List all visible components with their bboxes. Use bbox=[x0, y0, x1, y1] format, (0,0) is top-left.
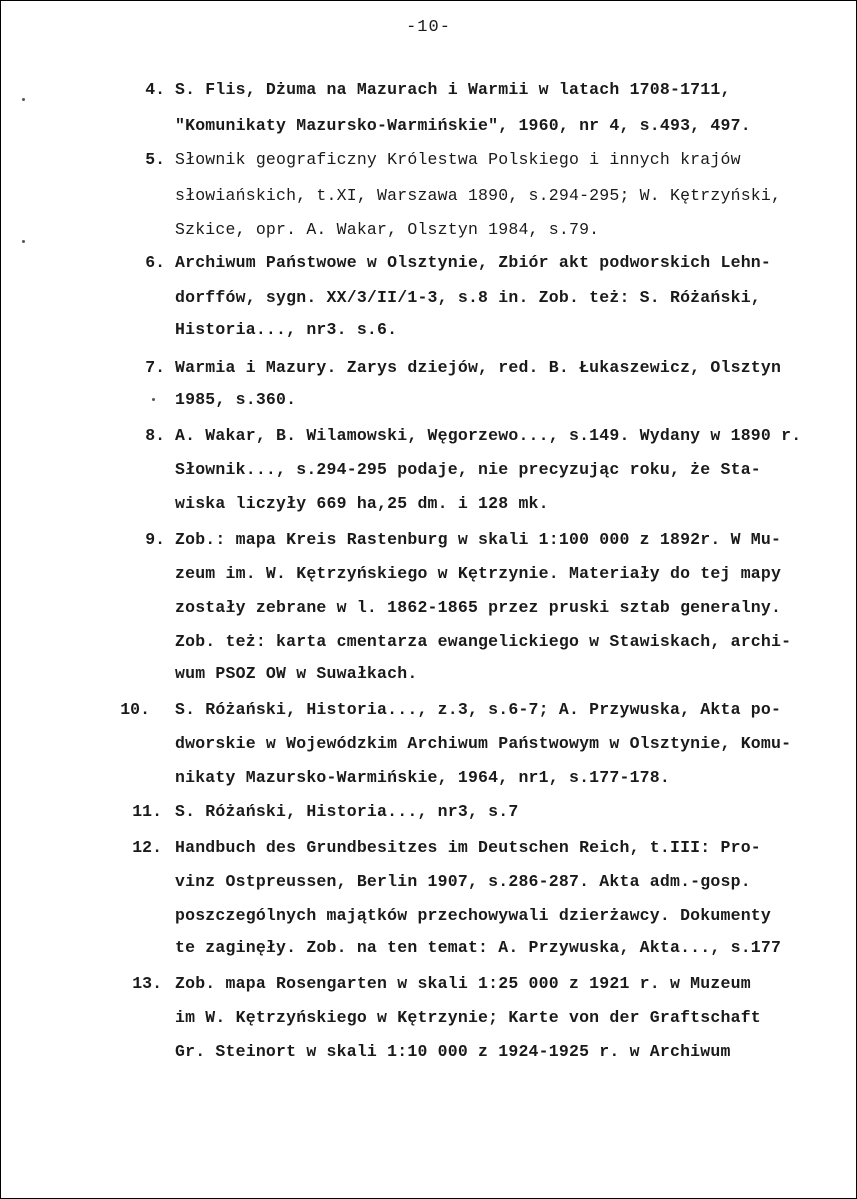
footnote-line: Handbuch des Grundbesitzes im Deutschen Reich, t.III: Pro- bbox=[175, 838, 761, 857]
footnote-line: dorffów, sygn. XX/3/II/1-3, s.8 in. Zob. też: S. Różański, bbox=[175, 288, 761, 307]
footnote-line: Historia..., nr3. s.6. bbox=[175, 320, 398, 339]
footnote-line: Archiwum Państwowe w Olsztynie, Zbiór akt podworskich Lehn- bbox=[175, 253, 771, 272]
footnote-line: S. Flis, Dżuma na Mazurach i Warmii w latach 1708-1711, bbox=[175, 80, 731, 99]
footnote-number: 11. bbox=[132, 802, 162, 821]
footnote-line: Słownik geograficzny Królestwa Polskiego i innych krajów bbox=[175, 150, 741, 169]
left-margin-mark bbox=[22, 98, 25, 101]
footnote-line: poszczególnych majątków przechowywali dzierżawcy. Dokumenty bbox=[175, 906, 771, 925]
footnote-line: S. Różański, Historia..., z.3, s.6-7; A. Przywuska, Akta po- bbox=[175, 700, 782, 719]
footnote-number: 8. bbox=[145, 426, 165, 445]
footnote-line: S. Różański, Historia..., nr3, s.7 bbox=[175, 802, 519, 821]
footnote-line: Zob. mapa Rosengarten w skali 1:25 000 z 1921 r. w Muzeum bbox=[175, 974, 751, 993]
footnote-number: 12. bbox=[132, 838, 162, 857]
footnote-line: Gr. Steinort w skali 1:10 000 z 1924-1925 r. w Archiwum bbox=[175, 1042, 731, 1061]
footnote-line: zeum im. W. Kętrzyńskiego w Kętrzynie. Materiały do tej mapy bbox=[175, 564, 782, 583]
footnote-number: 4. bbox=[145, 80, 165, 99]
footnote-number: 6. bbox=[145, 253, 165, 272]
footnote-number: 10. bbox=[120, 700, 150, 719]
footnote-line: słowiańskich, t.XI, Warszawa 1890, s.294-295; W. Kętrzyński, bbox=[175, 186, 782, 205]
page-number: -10- bbox=[406, 18, 451, 37]
footnote-line: 1985, s.360. bbox=[175, 390, 297, 409]
footnote-line: Szkice, opr. A. Wakar, Olsztyn 1984, s.79. bbox=[175, 220, 600, 239]
footnote-number: 5. bbox=[145, 150, 165, 169]
footnote-line: im W. Kętrzyńskiego w Kętrzynie; Karte von der Graftschaft bbox=[175, 1008, 761, 1027]
footnote-line: nikaty Mazursko-Warmińskie, 1964, nr1, s.177-178. bbox=[175, 768, 670, 787]
footnote-line: Słownik..., s.294-295 podaje, nie precyzując roku, że Sta- bbox=[175, 460, 761, 479]
footnote-line: dworskie w Wojewódzkim Archiwum Państwowym w Olsztynie, Komu- bbox=[175, 734, 792, 753]
footnote-line: Zob. też: karta cmentarza ewangelickiego w Stawiskach, archi- bbox=[175, 632, 792, 651]
footnote-line: A. Wakar, B. Wilamowski, Węgorzewo..., s.149. Wydany w 1890 r. bbox=[175, 426, 802, 445]
footnote-line: Zob.: mapa Kreis Rastenburg w skali 1:100 000 z 1892r. W Mu- bbox=[175, 530, 782, 549]
footnote-line: te zaginęły. Zob. na ten temat: A. Przywuska, Akta..., s.177 bbox=[175, 938, 782, 957]
footnote-line: "Komunikaty Mazursko-Warmińskie", 1960, nr 4, s.493, 497. bbox=[175, 116, 751, 135]
footnote-line: vinz Ostpreussen, Berlin 1907, s.286-287. Akta adm.-gosp. bbox=[175, 872, 751, 891]
footnote-number: 13. bbox=[132, 974, 162, 993]
footnote-number: 9. bbox=[145, 530, 165, 549]
left-margin-mark bbox=[22, 240, 25, 243]
left-margin-mark bbox=[152, 398, 155, 401]
footnote-line: Warmia i Mazury. Zarys dziejów, red. B. Łukaszewicz, Olsztyn bbox=[175, 358, 782, 377]
footnote-line: zostały zebrane w l. 1862-1865 przez pruski sztab generalny. bbox=[175, 598, 782, 617]
footnote-line: wiska liczyły 669 ha,25 dm. i 128 mk. bbox=[175, 494, 549, 513]
footnote-line: wum PSOZ OW w Suwałkach. bbox=[175, 664, 418, 683]
footnote-number: 7. bbox=[145, 358, 165, 377]
